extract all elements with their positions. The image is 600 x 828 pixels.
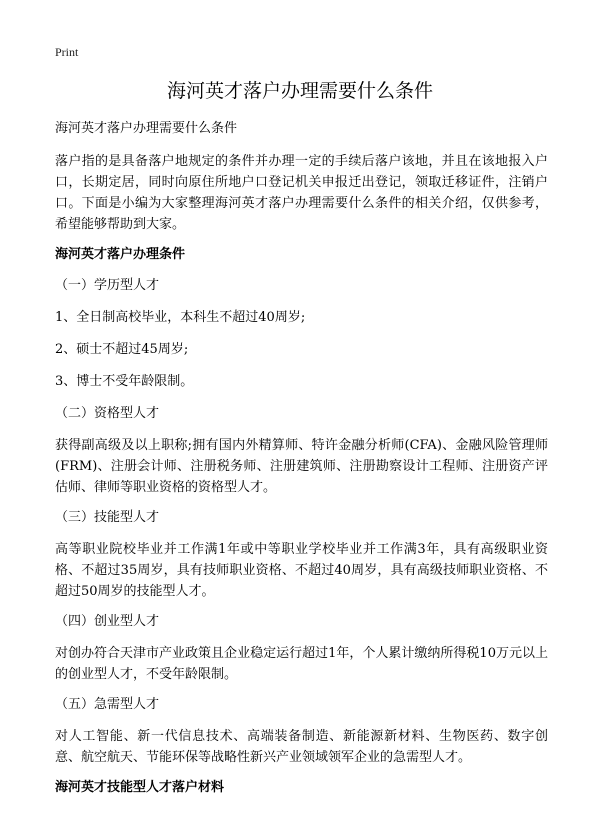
category-startup-text: 对创办符合天津市产业政策且企业稳定运行超过1年，个人累计缴纳所得税10万元以上的创业型人才，不受年龄限制。	[55, 646, 548, 682]
category-qualification-title: （二）资格型人才	[55, 406, 160, 421]
category-qualification-text: 获得副高级及以上职称;拥有国内外精算师、特许金融分析师(CFA)、金融风险管理师(FRM)、注册会计师、注册税务师、注册建筑师、注册勘察设计工程师、注册资产评估师、律师等职业资格的资格型人才。	[55, 438, 548, 495]
category-education-title: （一）学历型人才	[55, 278, 160, 293]
list-item: 1、全日制高校毕业，本科生不超过40周岁;	[55, 310, 306, 325]
print-link[interactable]: Print	[55, 45, 79, 59]
section-heading-conditions: 海河英才落户办理条件	[55, 247, 186, 262]
intro-paragraph: 落户指的是具备落户地规定的条件并办理一定的手续后落户该地，并且在该地报入户口，长期定居，同时向原住所地户口登记机关申报迁出登记，领取迁移证件，注销户口。下面是小编为大家整理海河英才落户办理需要什么条件的相关介绍，仅供参考，希望能够帮助到大家。	[55, 154, 548, 232]
document-subtitle: 海河英才落户办理需要什么条件	[55, 121, 238, 136]
document-title: 海河英才落户办理需要什么条件	[166, 80, 433, 102]
category-startup-title: （四）创业型人才	[55, 614, 160, 629]
category-skill-text: 高等职业院校毕业并工作满1年或中等职业学校毕业并工作满3年，具有高级职业资格、不超过35周岁，具有技师职业资格、不超过40周岁，具有高级技师职业资格、不超过50周岁的技能型人才。	[55, 542, 548, 599]
list-item: 3、博士不受年龄限制。	[55, 374, 194, 389]
section-heading-materials: 海河英才技能型人才落户材料	[55, 780, 225, 795]
category-skill-title: （三）技能型人才	[55, 510, 160, 525]
category-urgent-text: 对人工智能、新一代信息技术、高端装备制造、新能源新材料、生物医药、数字创意、航空航天、节能环保等战略性新兴产业领域领军企业的急需型人才。	[55, 729, 548, 765]
document-body	[55, 118, 548, 808]
category-urgent-title: （五）急需型人才	[55, 697, 160, 712]
list-item: 2、硕士不超过45周岁;	[55, 342, 189, 357]
